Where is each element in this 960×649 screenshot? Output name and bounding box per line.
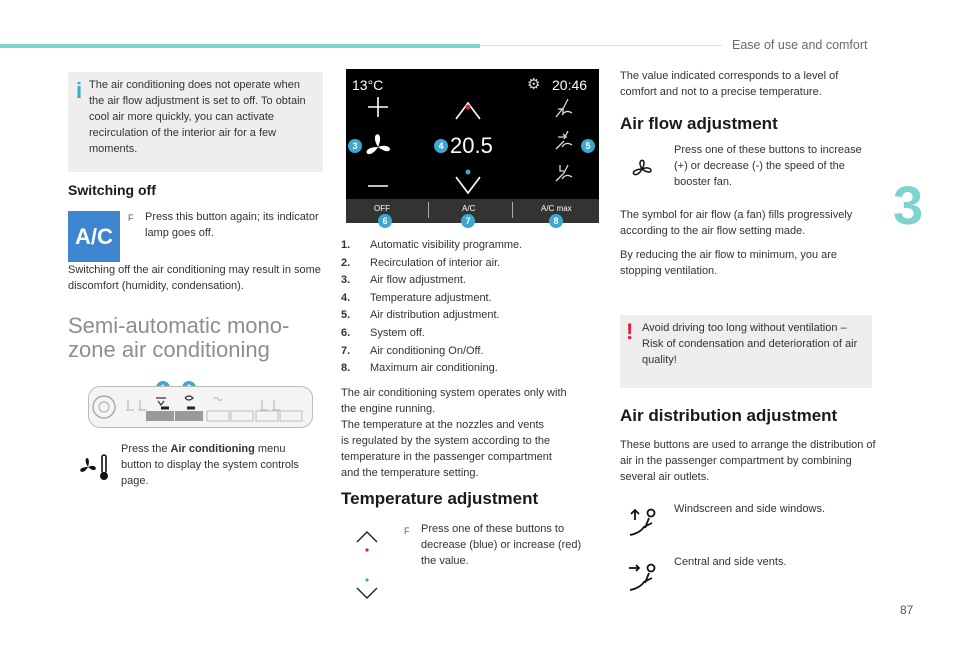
footwell-vent-icon (556, 165, 572, 181)
chevron-down-icon (456, 177, 480, 193)
temperature-step: Press one of these buttons to decrease (blue) or increase (red) the value. (421, 523, 582, 567)
section-title: Ease of use and comfort (732, 38, 868, 52)
central-vent-icon (628, 563, 658, 593)
screen-callout-6: 6 (378, 214, 392, 228)
screen-callout-8: 8 (549, 214, 563, 228)
info-note (68, 72, 323, 172)
chevron-up-icon (357, 532, 377, 542)
distribution-heading: Air distribution adjustment (620, 406, 838, 425)
outside-temperature: 13°C (352, 77, 384, 93)
control-panel-buttons (88, 386, 313, 428)
air-conditioning-menu-icon (76, 452, 110, 482)
screen-callout-3: 3 (348, 139, 362, 153)
warning-note (620, 315, 872, 388)
page-number: 87 (900, 603, 914, 617)
header-divider (480, 45, 722, 46)
air-flow-min-note: By reducing the air flow to minimum, you are stopping ventilation. (620, 249, 838, 277)
air-flow-step: Press one of these buttons to increase (+) or decrease (-) the speed of the booster fan. (674, 144, 862, 188)
value-note: The value indicated corresponds to a level of comfort and not to a precise temperature. (620, 70, 839, 98)
distribution-option-1: Windscreen and side windows. (674, 503, 826, 515)
info-note-text: The air conditioning does not operate when the air flow adjustment is set to off. To obtain cool air more quickly, you can activate recirculation of the interior air for a few moments. (89, 79, 306, 155)
switching-off-note: Switching off the air conditioning may result in some discomfort (humidity, condensation). (68, 264, 321, 292)
info-icon: i (76, 78, 83, 103)
fan-icon (366, 134, 390, 154)
switching-off-heading: Switching off (68, 182, 156, 198)
windscreen-vent-icon (628, 508, 658, 538)
clock: 20:46 (552, 77, 588, 93)
air-flow-heading: Air flow adjustment (620, 114, 778, 133)
step-marker: F (404, 526, 410, 536)
switching-off-step: Press this button again; its indicator lamp goes off. (145, 211, 319, 239)
screen-callout-4: 4 (434, 139, 448, 153)
operation-text: The air conditioning system operates only with the engine running. The temperature at the nozzles and vents is regulated by the system according to the temperature in the passenger compartment and the temperature setting. (341, 387, 567, 479)
screen-callout-5: 5 (581, 139, 595, 153)
plus-icon (368, 97, 388, 117)
temperature-value: 20.5 (450, 133, 493, 158)
off-label: OFF (374, 204, 390, 213)
temperature-buttons-icon (355, 530, 379, 600)
press-ac-menu-text: Press the Air conditioning menu button to display the system controls page. (121, 443, 299, 487)
header-accent-bar (0, 44, 480, 48)
windscreen-vent-icon (556, 99, 572, 117)
chapter-number: 3 (893, 176, 924, 236)
ac-button-icon: A/C (68, 211, 120, 262)
step-marker: F (128, 213, 134, 223)
distribution-option-2: Central and side vents. (674, 556, 787, 568)
central-vent-icon (556, 131, 572, 149)
ac-max-label: A/C max (541, 204, 572, 213)
fan-icon (629, 156, 655, 182)
temperature-heading: Temperature adjustment (341, 489, 539, 508)
warning-text: Avoid driving too long without ventilation – Risk of condensation and deterioration of air quality! (642, 322, 858, 366)
distribution-intro: These buttons are used to arrange the distribution of air in the passenger compartment by combining several air outlets. (620, 439, 876, 483)
section-title-line2: zone air conditioning (68, 337, 270, 362)
ac-label: A/C (462, 204, 476, 213)
section-title-line1: Semi-automatic mono- (68, 313, 290, 338)
screen-controls-drawing (346, 69, 599, 223)
chevron-down-icon (357, 588, 377, 598)
warning-icon: ! (626, 319, 634, 344)
screen-callout-7: 7 (461, 214, 475, 228)
air-flow-fill-note: The symbol for air flow (a fan) fills progressively according to the air flow setting made. (620, 209, 853, 237)
ac-menu-label: Air conditioning (170, 443, 255, 455)
settings-gear-icon: ⚙ (527, 76, 541, 93)
